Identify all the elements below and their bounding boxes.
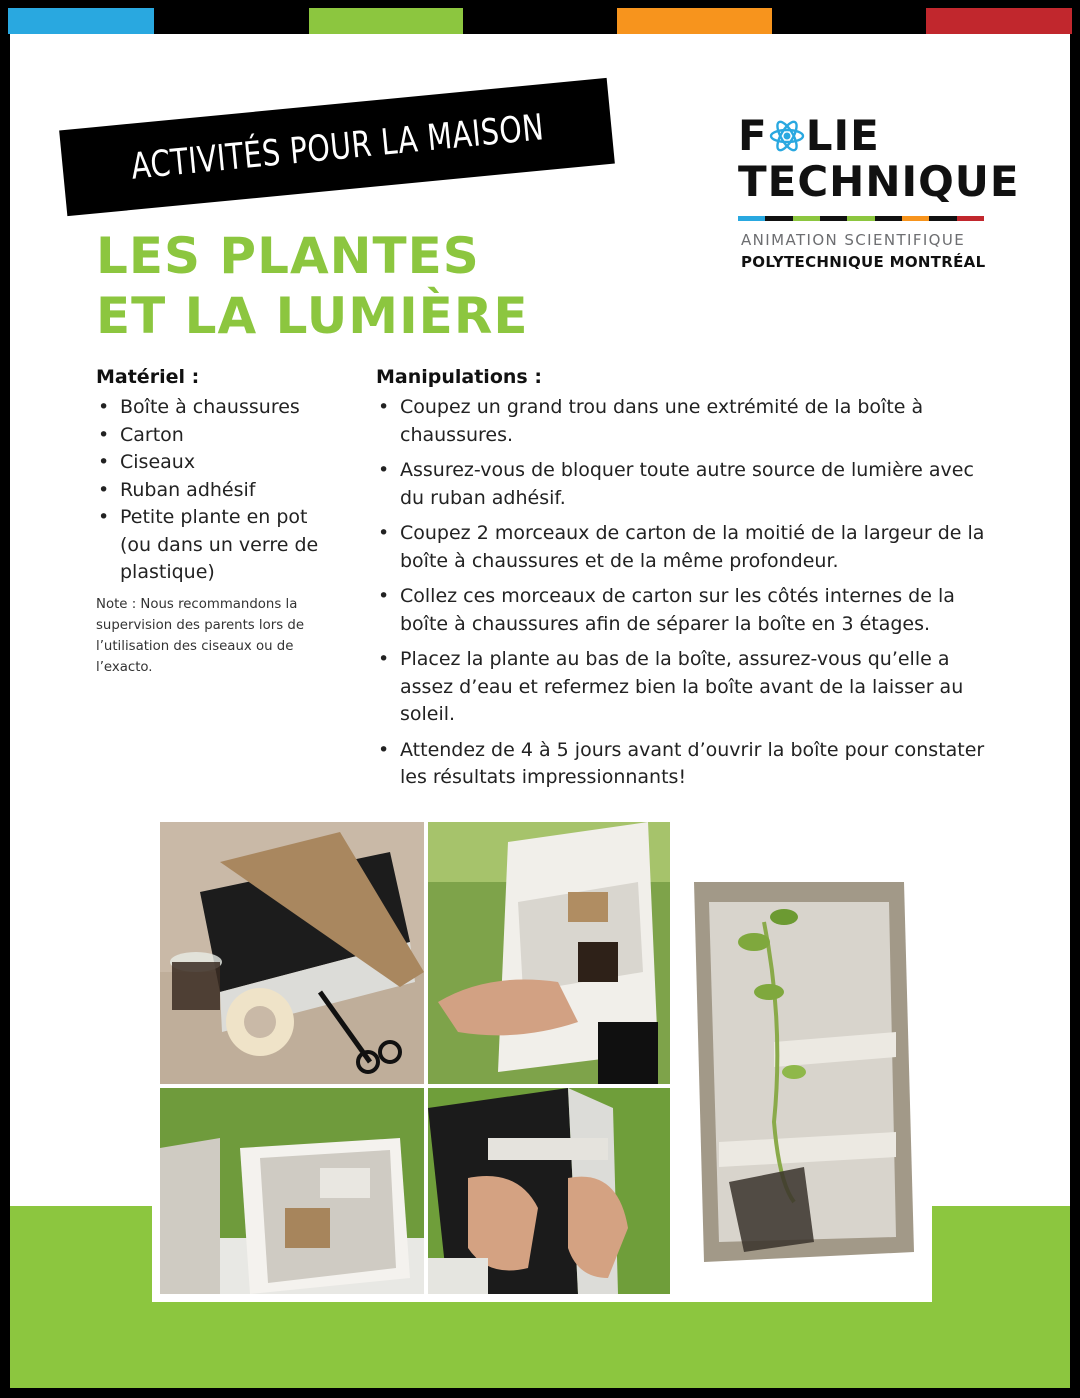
logo-letters-lie: LIE: [805, 111, 880, 160]
list-item: • Ciseaux: [96, 449, 326, 477]
materiel-heading: Matériel :: [96, 366, 200, 388]
materiel-list: [96, 394, 326, 587]
list-item: • Ruban adhésif: [96, 477, 326, 505]
parental-note: Note : Nous recommandons la supervision des parents lors de l’utilisation des ciseaux ou de l’exacto.: [96, 597, 305, 675]
photo-box-hands: [428, 822, 670, 1084]
logo-letter-f: F: [738, 111, 768, 160]
photo-materials: [160, 822, 424, 1084]
list-item: • Assurez-vous de bloquer toute autre source de lumière avec du ruban adhésif.: [376, 457, 996, 512]
list-item: • Coupez un grand trou dans une extrémité de la boîte à chaussures.: [376, 394, 996, 449]
list-item: • Petite plante en pot (ou dans un verre de plastique): [96, 504, 326, 587]
logo-subtitle-2: POLYTECHNIQUE MONTRÉAL: [741, 253, 986, 271]
photo-closed-box-hands: [428, 1088, 670, 1294]
logo-subtitle-1: ANIMATION SCIENTIFIQUE: [741, 231, 966, 249]
page-title: [96, 226, 528, 346]
photo-open-box: [160, 1088, 424, 1294]
manipulations-list: [376, 394, 996, 800]
folie-technique-logo: [738, 111, 1020, 274]
logo-line-2: TECHNIQUE: [738, 157, 1020, 206]
photo-result-plant: [674, 822, 924, 1292]
list-item: • Coupez 2 morceaux de carton de la moitié de la largeur de la boîte à chaussures et de la même profondeur.: [376, 520, 996, 575]
color-strip-blue: [8, 8, 154, 34]
list-item: • Placez la plante au bas de la boîte, assurez-vous qu’elle a assez d’eau et refermez bien la boîte avant de la laisser au soleil.: [376, 646, 996, 729]
manipulations-heading: Manipulations :: [376, 366, 542, 388]
color-strip-red: [926, 8, 1072, 34]
photo-collage: [152, 814, 932, 1302]
activity-banner: [59, 78, 615, 216]
list-item: • Boîte à chaussures: [96, 394, 326, 422]
atom-icon: [769, 118, 805, 154]
list-item: • Attendez de 4 à 5 jours avant d’ouvrir la boîte pour constater les résultats impressionnants!: [376, 737, 996, 792]
banner-text: ACTIVITÉS POUR LA MAISON: [128, 106, 546, 188]
color-strip-green: [309, 8, 463, 34]
list-item: • Carton: [96, 422, 326, 450]
page: [10, 34, 1070, 1388]
logo-color-bar: [738, 216, 984, 221]
logo-line-1: [738, 111, 880, 160]
title-line-1: LES PLANTES: [96, 227, 480, 285]
list-item: • Collez ces morceaux de carton sur les côtés internes de la boîte à chaussures afin de séparer la boîte en 3 étages.: [376, 583, 996, 638]
color-strip-orange: [617, 8, 772, 34]
title-line-2: ET LA LUMIÈRE: [96, 287, 529, 345]
